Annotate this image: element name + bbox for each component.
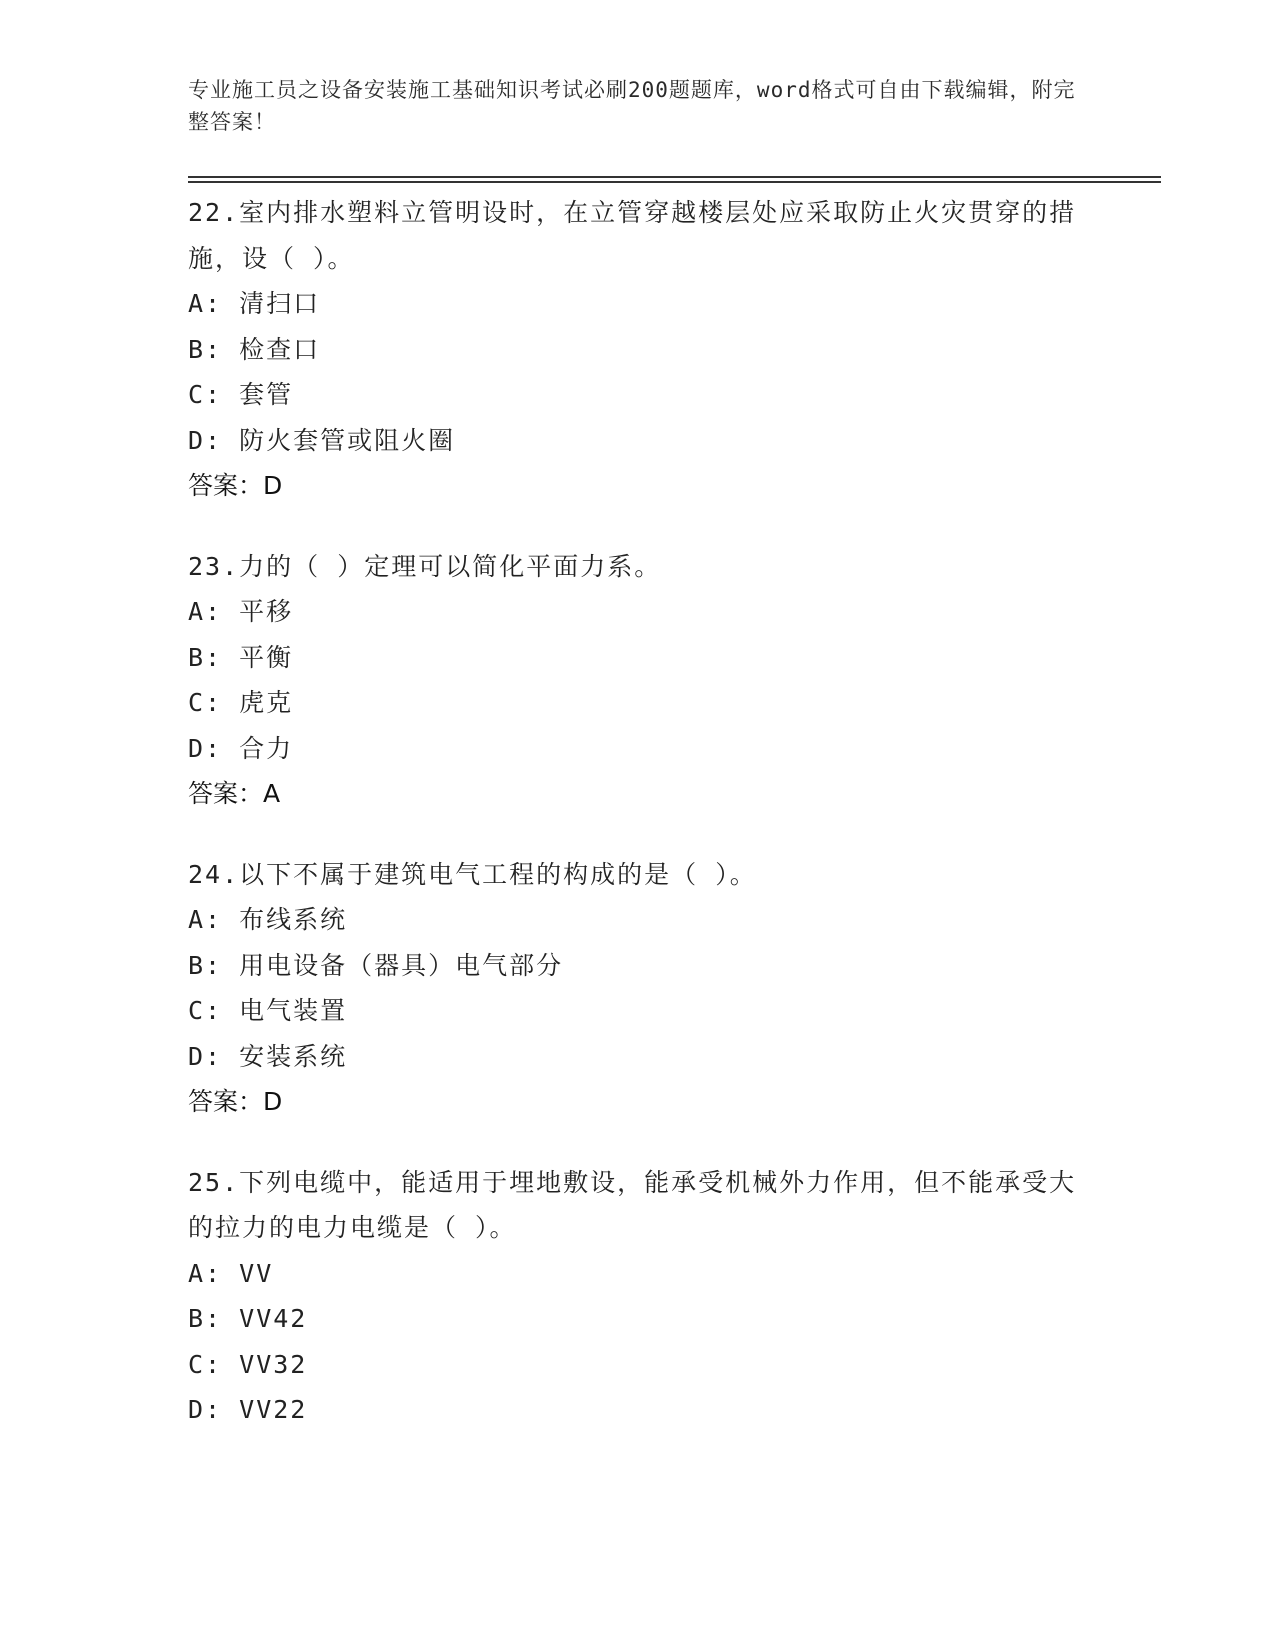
option-b: B: 平衡 (188, 642, 294, 672)
question-stem: 22.室内排水塑料立管明设时，在立管穿越楼层处应采取防止火灾贯穿的措施，设（ ）。 (188, 198, 1077, 273)
option-d: D: 安装系统 (188, 1041, 348, 1071)
header-divider-bottom (188, 181, 1161, 183)
option-a: A: 平移 (188, 597, 294, 626)
header-divider-top (188, 176, 1161, 178)
option-b: B: 用电设备（器具）电气部分 (188, 950, 564, 980)
document-header: 专业施工员之设备安装施工基础知识考试必刷200题题库，word格式可自由下载编辑，附完整答案！ (188, 78, 1076, 134)
question-23 (188, 544, 1088, 817)
answer-line: 答案：D (188, 471, 283, 500)
question-22 (188, 190, 1088, 509)
option-a: A: VV (188, 1258, 274, 1288)
option-c: C: 套管 (188, 380, 294, 409)
option-c: C: VV32 (188, 1349, 308, 1379)
answer-line: 答案：A (188, 779, 281, 808)
question-25 (188, 1160, 1088, 1433)
option-d: D: 防火套管或阻火圈 (188, 425, 456, 455)
option-d: D: 合力 (188, 733, 294, 763)
question-stem: 25.下列电缆中，能适用于埋地敷设，能承受机械外力作用，但不能承受大的拉力的电力电缆是（ ）。 (188, 1167, 1077, 1242)
option-a: A: 清扫口 (188, 289, 321, 318)
question-stem: 23.力的（ ）定理可以简化平面力系。 (188, 551, 662, 581)
option-c: C: 电气装置 (188, 996, 348, 1025)
option-d: D: VV22 (188, 1395, 308, 1424)
question-stem: 24.以下不属于建筑电气工程的构成的是（ ）。 (188, 859, 757, 889)
option-a: A: 布线系统 (188, 905, 348, 934)
answer-line: 答案：D (188, 1087, 283, 1116)
option-b: B: 检查口 (188, 334, 321, 364)
question-list (188, 190, 1088, 1468)
option-c: C: 虎克 (188, 688, 294, 717)
option-b: B: VV42 (188, 1304, 308, 1333)
question-24 (188, 852, 1088, 1125)
